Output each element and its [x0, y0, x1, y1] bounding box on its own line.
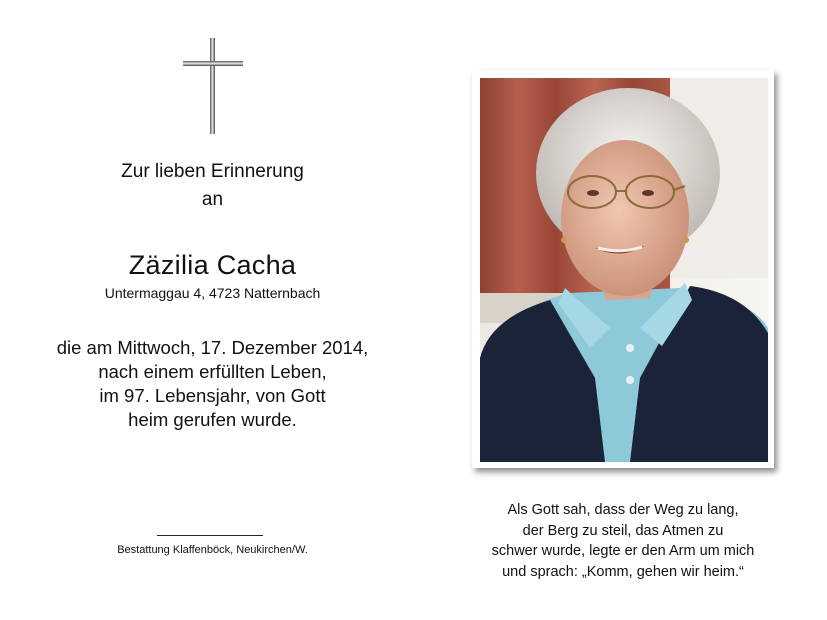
cross-icon [180, 36, 246, 136]
death-notice-line: die am Mittwoch, 17. Dezember 2014, [56, 337, 369, 358]
poem-line: schwer wurde, legte er den Arm um mich [491, 543, 755, 559]
portrait-photo [480, 78, 768, 462]
poem-line: Als Gott sah, dass der Weg zu lang, [507, 502, 739, 518]
poem-line: und sprach: „Komm, gehen wir heim.“ [502, 563, 744, 580]
funeral-home: Bestattung Klaffenböck, Neukirchen/W. [117, 544, 308, 556]
death-notice-line: heim gerufen wurde. [128, 409, 297, 430]
intro-heading [60, 158, 365, 214]
poem [468, 500, 778, 582]
death-notice-line: im 97. Lebensjahr, von Gott [99, 385, 326, 406]
portrait-illustration [480, 78, 768, 462]
divider-line [157, 535, 263, 536]
deceased-name: Zäzilia Cacha [128, 250, 297, 280]
death-notice-line: nach einem erfüllten Leben, [98, 361, 327, 382]
death-notice [30, 336, 395, 432]
deceased-address: Untermaggau 4, 4723 Natternbach [104, 285, 321, 301]
poem-line: der Berg zu steil, das Atmen zu [522, 522, 724, 539]
intro-line-2: an [201, 189, 224, 210]
intro-line-1: Zur lieben Erinnerung [121, 161, 304, 182]
